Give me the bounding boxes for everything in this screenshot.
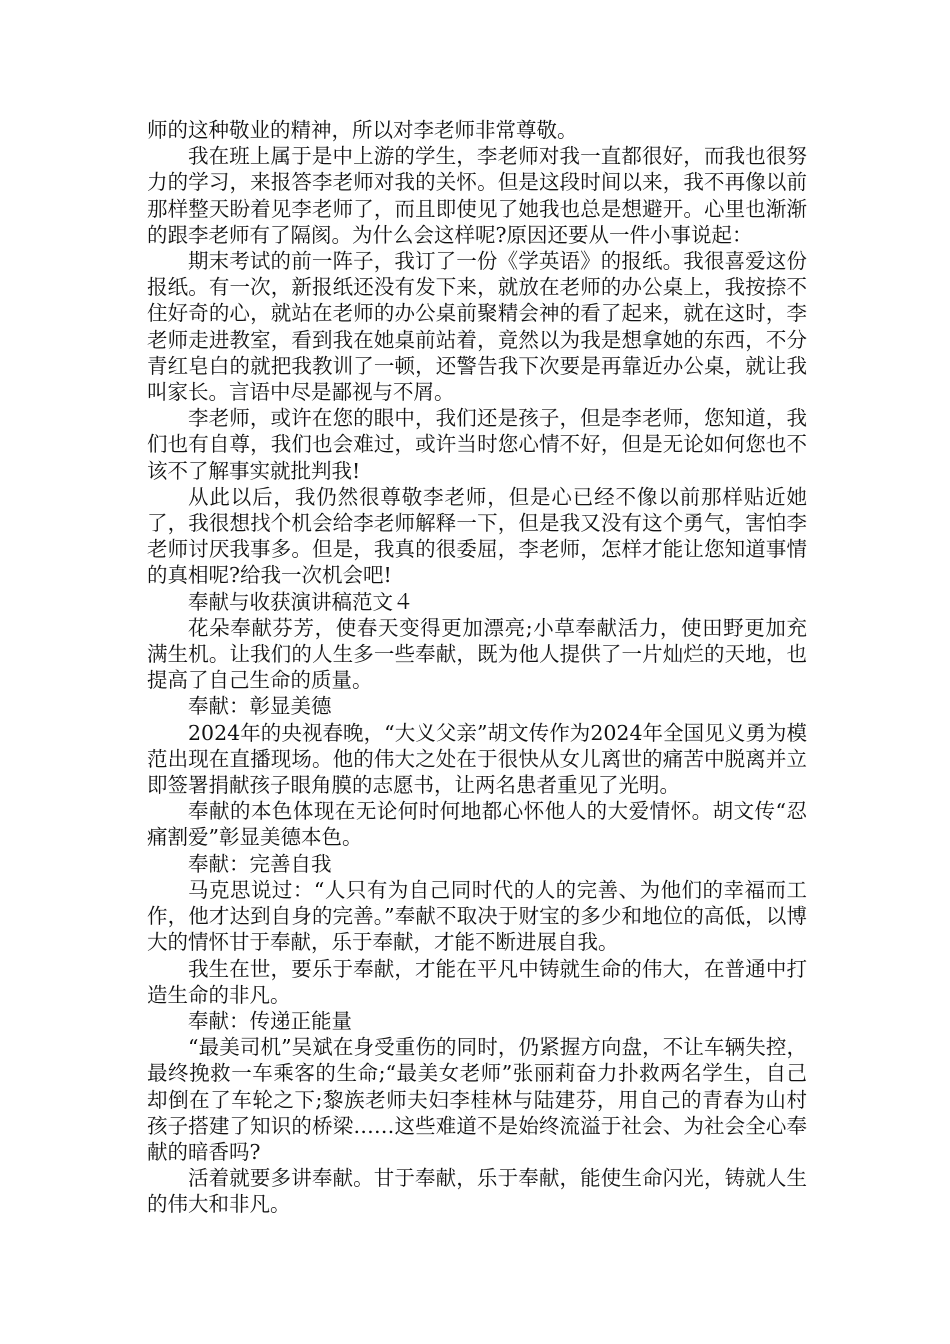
paragraph-continuation: 师的这种敬业的精神，所以对李老师非常尊敬。 <box>147 118 578 142</box>
paragraph-conclusion: 活着就要多讲奉献。甘于奉献，乐于奉献，能使生命闪光，铸就人生的伟大和非凡。 <box>147 1166 807 1217</box>
subheading-self: 奉献：完善自我 <box>188 851 332 876</box>
paragraph-address-teacher: 李老师，或许在您的眼中，我们还是孩子，但是李老师，您知道，我们也有自尊，我们也会难过，或许当时您心情不好，但是无论如何您也不该不了解事实就批判我! <box>147 406 807 483</box>
paragraph-since-then: 从此以后，我仍然很尊敬李老师，但是心已经不像以前那样贴近她了，我很想找个机会给李老师解释一下，但是我又没有这个勇气，害怕李老师讨厌我事多。但是，我真的很委屈，李老师，怎样才能让您知道事情的真相呢?给我一次机会吧! <box>147 484 807 588</box>
paragraph-life: 我生在世，要乐于奉献，才能在平凡中铸就生命的伟大，在普通中打造生命的非凡。 <box>147 956 807 1007</box>
paragraph-role-models: “最美司机”吴斌在身受重伤的同时，仍紧握方向盘，不让车辆失控，最终挽救一车乘客的生命;“最美女老师”张丽莉奋力扑救两名学生，自己却倒在了车轮之下;黎族老师夫妇李桂林与陆建芬，用自己的青春为山村孩子搭建了知识的桥梁……这些难道不是始终流溢于社会、为社会全心奉献的暗香吗? <box>147 1035 807 1164</box>
subheading-energy: 奉献：传递正能量 <box>188 1008 352 1033</box>
paragraph-class-standing: 我在班上属于是中上游的学生，李老师对我一直都很好，而我也很努力的学习，来报答李老师对我的关怀。但是这段时间以来，我不再像以前那样整天盼着见李老师了，而且即使见了她我也总是想避开。心里也渐渐的跟李老师有了隔阂。为什么会这样呢?原因还要从一件小事说起： <box>147 144 807 247</box>
paragraph-marx-quote: 马克思说过：“人只有为自己同时代的人的完善、为他们的幸福而工作，他才达到自身的完善。”奉献不取决于财宝的多少和地位的高低，以博大的情怀甘于奉献，乐于奉献，才能不断进展自我。 <box>147 877 807 955</box>
paragraph-essence: 奉献的本色体现在无论何时何地都心怀他人的大爱情怀。胡文传“忍痛割爱”彰显美德本色。 <box>147 799 807 850</box>
subheading-virtue: 奉献：彰显美德 <box>188 694 332 719</box>
paragraph-flowers-dedication: 花朵奉献芬芳，使春天变得更加漂亮;小草奉献活力，使田野更加充满生机。让我们的人生多一些奉献，既为他人提供了一片灿烂的天地，也提高了自己生命的质量。 <box>147 615 807 693</box>
paragraph-newspaper-incident: 期末考试的前一阵子，我订了一份《学英语》的报纸。我很喜爱这份报纸。有一次，新报纸还没有发下来，就放在老师的办公桌上，我按捺不住好奇的心，就站在老师的办公桌前聚精会神的看了起来，就在这时，李老师走进教室，看到我在她桌前站着，竟然以为我是想拿她的东西，不分青红皂白的就把我教训了一顿，还警告我下次要是再靠近办公桌，就让我叫家长。言语中尽是鄙视与不屑。 <box>147 249 807 405</box>
document-page <box>147 117 807 1218</box>
section-title: 奉献与收获演讲稿范文４ <box>188 589 414 614</box>
paragraph-gala: 2024年的央视春晚，“大义父亲”胡文传作为2024年全国见义勇为模范出现在直播现场。他的伟大之处在于很快从女儿离世的痛苦中脱离并立即签署捐献孩子眼角膜的志愿书，让两名患者重见了光明。 <box>147 720 807 798</box>
